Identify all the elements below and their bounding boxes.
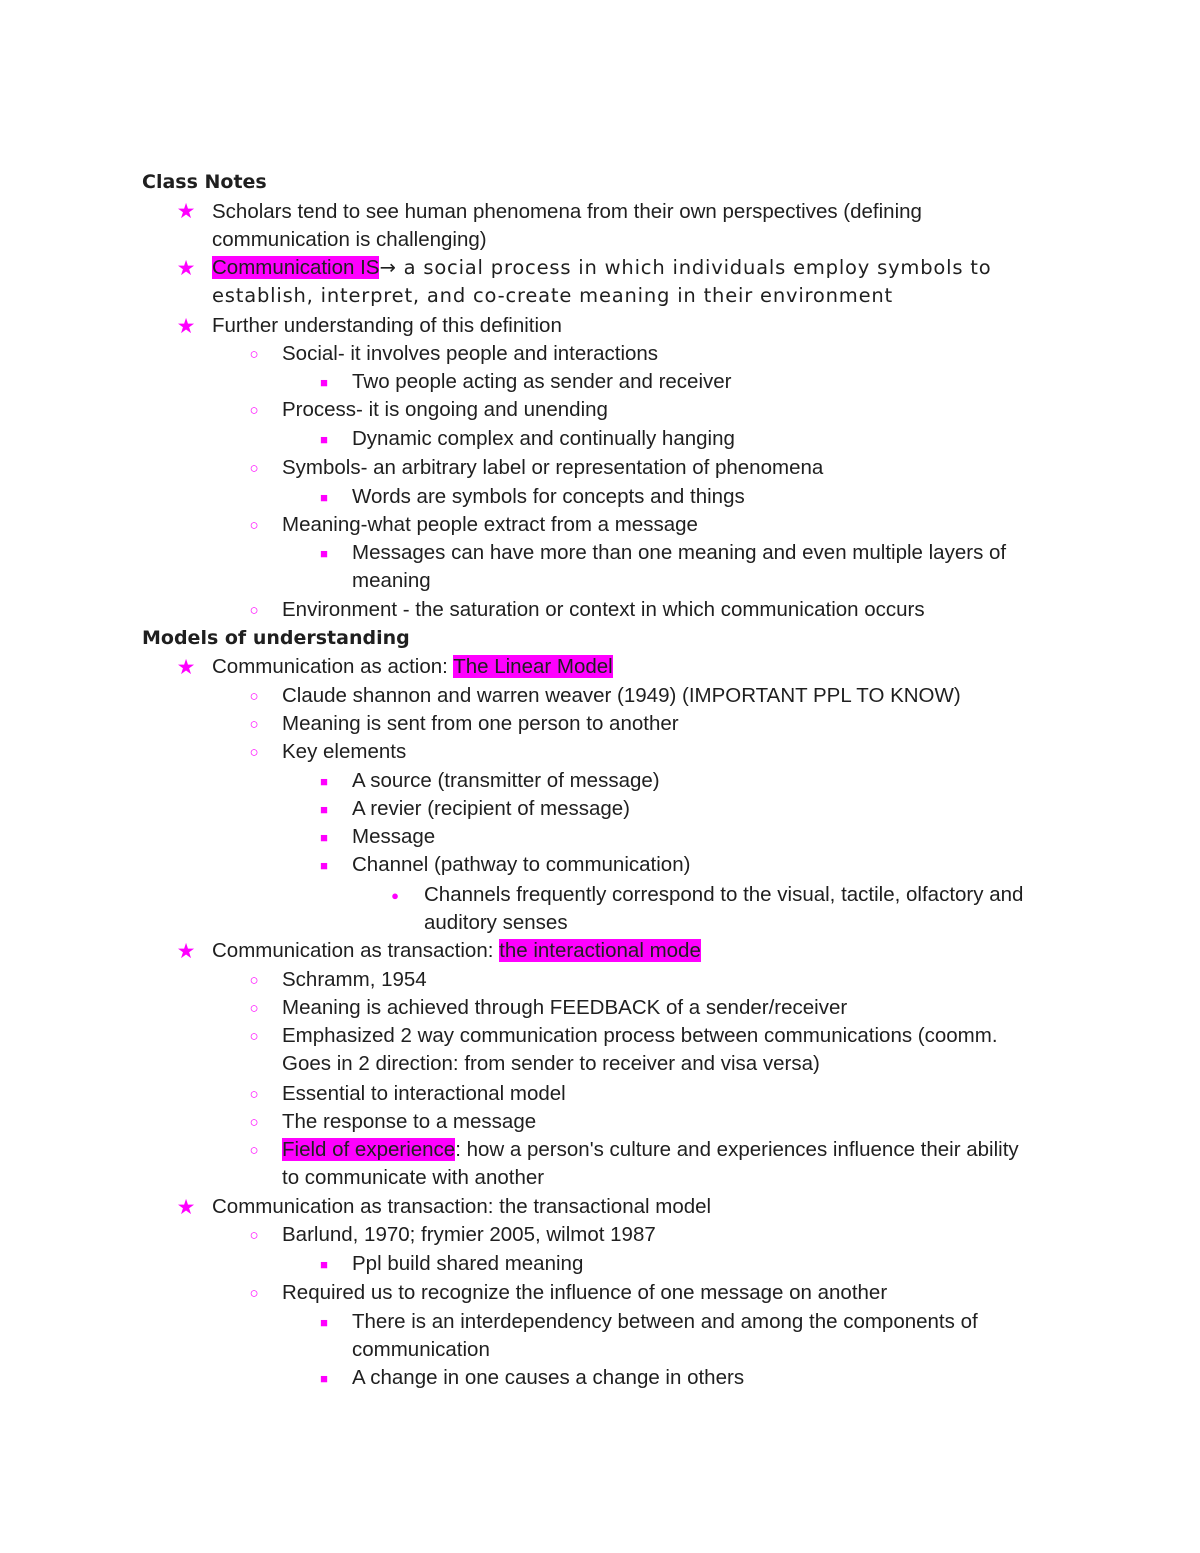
note-definition-cont: establish, interpret, and co-create meaning in their environment bbox=[212, 284, 894, 307]
circle-icon: ○ bbox=[249, 744, 259, 761]
square-icon: ■ bbox=[320, 1315, 328, 1330]
interactional-essential: Essential to interactional model bbox=[282, 1082, 566, 1105]
interactional-field-cont: to communicate with another bbox=[282, 1166, 545, 1189]
interactional-schramm: Schramm, 1954 bbox=[282, 968, 427, 991]
circle-icon: ○ bbox=[249, 1000, 259, 1017]
key-source: A source (transmitter of message) bbox=[352, 769, 660, 792]
key-revier: A revier (recipient of message) bbox=[352, 797, 631, 820]
channel-note-cont: auditory senses bbox=[424, 911, 568, 934]
channel-note: Channels frequently correspond to the visual, tactile, olfactory and bbox=[424, 883, 1024, 906]
star-icon: ★ bbox=[176, 1196, 196, 1219]
circle-icon: ○ bbox=[249, 1028, 259, 1045]
transactional-barlund: Barlund, 1970; frymier 2005, wilmot 1987 bbox=[282, 1223, 656, 1246]
square-icon: ■ bbox=[320, 375, 328, 390]
note-definition bbox=[212, 254, 991, 282]
interactional-response: The response to a message bbox=[282, 1110, 537, 1133]
dot-icon: ● bbox=[391, 888, 399, 903]
linear-prefix: Communication as action: bbox=[212, 655, 454, 678]
note-meaning-sub: Messages can have more than one meaning and even multiple layers of bbox=[352, 541, 1007, 564]
note-scholars: Scholars tend to see human phenomena from their own perspectives (defining bbox=[212, 200, 922, 223]
circle-icon: ○ bbox=[249, 1227, 259, 1244]
model-linear bbox=[212, 653, 613, 681]
circle-icon: ○ bbox=[249, 1142, 259, 1159]
note-process: Process- it is ongoing and unending bbox=[282, 398, 608, 421]
highlight-communication-is: Communication IS bbox=[212, 256, 380, 279]
star-icon: ★ bbox=[176, 940, 196, 963]
circle-icon: ○ bbox=[249, 972, 259, 989]
note-meaning: Meaning-what people extract from a message bbox=[282, 513, 698, 536]
square-icon: ■ bbox=[320, 858, 328, 873]
linear-key-elements: Key elements bbox=[282, 740, 407, 763]
note-scholars-cont: communication is challenging) bbox=[212, 228, 487, 251]
models-heading: Models of understanding bbox=[142, 627, 410, 649]
star-icon: ★ bbox=[176, 656, 196, 679]
model-transactional: Communication as transaction: the transactional model bbox=[212, 1195, 712, 1218]
star-icon: ★ bbox=[176, 315, 196, 338]
key-message: Message bbox=[352, 825, 436, 848]
interactional-twoway: Emphasized 2 way communication process between communications (coomm. bbox=[282, 1024, 998, 1047]
star-icon: ★ bbox=[176, 257, 196, 280]
note-symbols: Symbols- an arbitrary label or representation of phenomena bbox=[282, 456, 824, 479]
square-icon: ■ bbox=[320, 1371, 328, 1386]
highlight-linear-model: The Linear Model bbox=[453, 655, 613, 678]
circle-icon: ○ bbox=[249, 517, 259, 534]
circle-icon: ○ bbox=[249, 460, 259, 477]
linear-meaning: Meaning is sent from one person to another bbox=[282, 712, 679, 735]
circle-icon: ○ bbox=[249, 1114, 259, 1131]
transactional-change: A change in one causes a change in others bbox=[352, 1366, 745, 1389]
transactional-interdependency-cont: communication bbox=[352, 1338, 490, 1361]
circle-icon: ○ bbox=[249, 602, 259, 619]
transactional-shared: Ppl build shared meaning bbox=[352, 1252, 584, 1275]
star-icon: ★ bbox=[176, 200, 196, 223]
circle-icon: ○ bbox=[249, 688, 259, 705]
square-icon: ■ bbox=[320, 830, 328, 845]
interactional-prefix: Communication as transaction: bbox=[212, 939, 500, 962]
square-icon: ■ bbox=[320, 802, 328, 817]
square-icon: ■ bbox=[320, 490, 328, 505]
model-interactional bbox=[212, 937, 701, 965]
square-icon: ■ bbox=[320, 432, 328, 447]
circle-icon: ○ bbox=[249, 1086, 259, 1103]
transactional-required: Required us to recognize the influence of one message on another bbox=[282, 1281, 888, 1304]
interactional-feedback: Meaning is achieved through FEEDBACK of a sender/receiver bbox=[282, 996, 848, 1019]
highlight-field-of-experience: Field of experience bbox=[282, 1138, 456, 1161]
square-icon: ■ bbox=[320, 1257, 328, 1272]
note-symbols-sub: Words are symbols for concepts and things bbox=[352, 485, 745, 508]
circle-icon: ○ bbox=[249, 346, 259, 363]
circle-icon: ○ bbox=[249, 716, 259, 733]
square-icon: ■ bbox=[320, 546, 328, 561]
highlight-interactional-mode: the interactional mode bbox=[499, 939, 701, 962]
note-process-sub: Dynamic complex and continually hanging bbox=[352, 427, 735, 450]
field-text: : how a person's culture and experiences influence their ability bbox=[455, 1138, 1019, 1161]
interactional-field bbox=[282, 1136, 1019, 1164]
transactional-interdependency: There is an interdependency between and among the components of bbox=[352, 1310, 978, 1333]
interactional-twoway-cont: Goes in 2 direction: from sender to receiver and visa versa) bbox=[282, 1052, 820, 1075]
class-notes-heading: Class Notes bbox=[142, 171, 267, 193]
circle-icon: ○ bbox=[249, 402, 259, 419]
definition-text: → a social process in which individuals employ symbols to bbox=[379, 256, 992, 279]
note-meaning-sub-cont: meaning bbox=[352, 569, 431, 592]
note-social: Social- it involves people and interactions bbox=[282, 342, 659, 365]
note-social-sub: Two people acting as sender and receiver bbox=[352, 370, 732, 393]
circle-icon: ○ bbox=[249, 1285, 259, 1302]
linear-authors: Claude shannon and warren weaver (1949) (IMPORTANT PPL TO KNOW) bbox=[282, 684, 961, 707]
key-channel: Channel (pathway to communication) bbox=[352, 853, 691, 876]
square-icon: ■ bbox=[320, 774, 328, 789]
note-environment: Environment - the saturation or context in which communication occurs bbox=[282, 598, 925, 621]
note-further: Further understanding of this definition bbox=[212, 314, 562, 337]
